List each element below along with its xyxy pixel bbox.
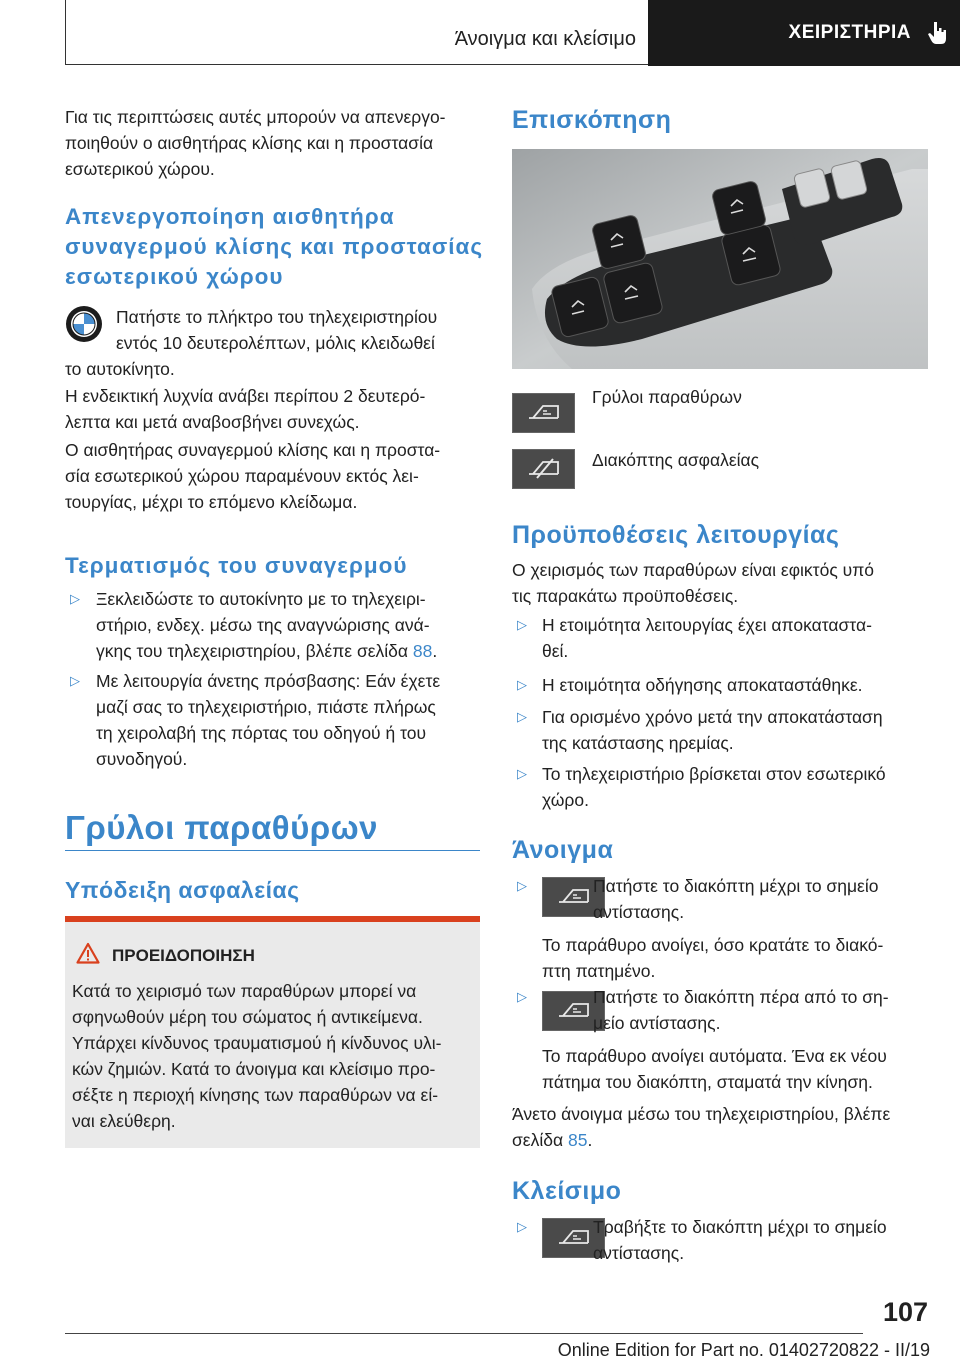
edition-note: Online Edition for Part no. 01402720822 - II/19 (557, 1340, 930, 1360)
remote-key-icon (65, 305, 103, 343)
bullet-marker: ▷ (70, 591, 80, 606)
bullet-marker: ▷ (517, 766, 527, 781)
legend-safety-switch: Διακόπτης ασφαλείας (592, 450, 760, 470)
prerequisites-intro: Ο χειρισμός των παραθύρων είναι εφικτός υπό τις παρακάτω προϋποθέσεις. (512, 560, 875, 606)
bullet-marker: ▷ (70, 673, 80, 688)
deactivation-step-1: Πατήστε το πλήκτρο του τηλεχειριστηρίου εντός 10 δευτερολέπτων, μόλις κλειδωθεί (116, 307, 438, 353)
warning-title: ΠΡΟΕΙΔΟΠΟΙΗΣΗ (112, 946, 255, 965)
alarm-stop-bullet-1: Ξεκλειδώστε το αυτοκίνητο με το τηλεχειρι- στήριο, ενδεχ. μέσω της αναγνώρισης ανά- γκης του τηλεχειριστηρίου, βλέπε σελίδα 88. (96, 589, 438, 661)
legend-window-lifts: Γρύλοι παραθύρων (592, 387, 742, 407)
deactivation-heading: Απενεργοποίηση αισθητήρα συναγερμού κλίσης και προστασίας εσωτερικού χώρου (65, 204, 484, 289)
remote-opening-paragraph: Άνετο άνοιγμα μέσω του τηλεχειριστηρίου, βλέπε σελίδα 85. (512, 1104, 891, 1150)
bullet-marker: ▷ (517, 677, 527, 692)
opening-step-2-note: Το παράθυρο ανοίγει αυτόματα. Ένα εκ νέου πάτημα του διακόπτη, σταματά την κίνηση. (542, 1046, 887, 1092)
window-lift-icon-box (512, 393, 575, 433)
opening-heading: Άνοιγμα (512, 836, 614, 864)
prerequisite-bullet-1: Η ετοιμότητα λειτουργίας έχει αποκαταστα- θεί. (542, 615, 872, 661)
prerequisite-bullet-4: Το τηλεχειριστήριο βρίσκεται στον εσωτερικό χώρο. (542, 764, 886, 810)
deactivation-step-1-end: το αυτοκίνητο. (65, 359, 175, 379)
page-link-85[interactable]: 85 (567, 1130, 588, 1150)
indicator-paragraph: Η ενδεικτική λυχνία ανάβει περίπου 2 δευτερό- λεπτα και μετά αναβοσβήνει συνεχώς. (65, 386, 426, 432)
bullet-marker: ▷ (517, 617, 527, 632)
opening-step-1: Πατήστε το διακόπτη μέχρι το σημείο αντίστασης. (593, 876, 879, 922)
page-number: 107 (882, 1297, 928, 1327)
window-lift-icon (513, 394, 574, 432)
window-switch-photo (512, 149, 928, 369)
bullet-marker: ▷ (517, 709, 527, 724)
opening-step-2: Πατήστε το διακόπτη πέρα από το ση- μείο αντίστασης. (593, 987, 889, 1033)
bullet-marker: ▷ (517, 1219, 527, 1234)
intro-paragraph: Για τις περιπτώσεις αυτές μπορούν να απενεργο- ποιηθούν ο αισθητήρας κλίσης και η προστασία εσωτερικού χώρου. (65, 107, 446, 179)
prerequisite-bullet-2: Η ετοιμότητα οδήγησης αποκαταστάθηκε. (542, 675, 863, 695)
warning-bar (65, 916, 480, 922)
section-title-rule (65, 850, 480, 851)
closing-heading: Κλείσιμο (512, 1177, 622, 1205)
chapter-title: Άνοιγμα και κλείσιμο (454, 28, 636, 50)
safety-heading: Υπόδειξη ασφαλείας (65, 877, 300, 903)
opening-step-1-note: Το παράθυρο ανοίγει, όσο κρατάτε το διακό- πτη πατημένο. (542, 935, 884, 981)
warning-text: Κατά το χειρισμό των παραθύρων μπορεί να σφηνωθούν μέρη του σώματος ή αντικείμενα. Υπάρχει κίνδυνος τραυματισμού ή κίνδυνος υλι- κών ζημιών. Κατά το άνοιγμα και κλείσιμο προ- σέξτε η περιοχή κίνησης των παραθύρων να εί- ναι ελεύθερη. (72, 981, 442, 1131)
section-tab-label: ΧΕΙΡΙΣΤΗΡΙΑ (788, 22, 911, 43)
page-link-88[interactable]: 88 (412, 641, 433, 661)
alarm-stop-heading: Τερματισμός του συναγερμού (65, 553, 408, 578)
safety-switch-icon-box (512, 449, 575, 489)
header-rule (65, 64, 648, 65)
warning-triangle-icon (76, 942, 100, 964)
alarm-stop-bullet-2: Με λειτουργία άνετης πρόσβασης: Εάν έχετε μαζί σας το τηλεχειριστήριο, πιάστε πλήρως τη χειρολαβή της πόρτας του οδηγού ή του συνοδηγού. (96, 671, 441, 769)
overview-heading: Επισκόπηση (512, 106, 672, 134)
section-title: Γρύλοι παραθύρων (65, 809, 378, 846)
closing-step-1: Τραβήξτε το διακόπτη μέχρι το σημείο αντίστασης. (593, 1217, 887, 1263)
prerequisite-bullet-3: Για ορισμένο χρόνο μετά την αποκατάσταση της κατάστασης ηρεμίας. (542, 707, 883, 753)
bullet-marker: ▷ (517, 989, 527, 1004)
sensor-off-paragraph: Ο αισθητήρας συναγερμού κλίσης και η προστα- σία εσωτερικού χώρου παραμένουν εκτός λει- τουργίας, μέχρι το επόμενο κλείδωμα. (65, 440, 441, 512)
hand-pointer-icon (925, 20, 949, 46)
prerequisites-heading: Προϋποθέσεις λειτουργίας (512, 521, 840, 549)
section-tab[interactable] (648, 0, 960, 66)
bullet-marker: ▷ (517, 878, 527, 893)
footer-rule (65, 1333, 863, 1334)
safety-switch-icon (513, 450, 574, 488)
